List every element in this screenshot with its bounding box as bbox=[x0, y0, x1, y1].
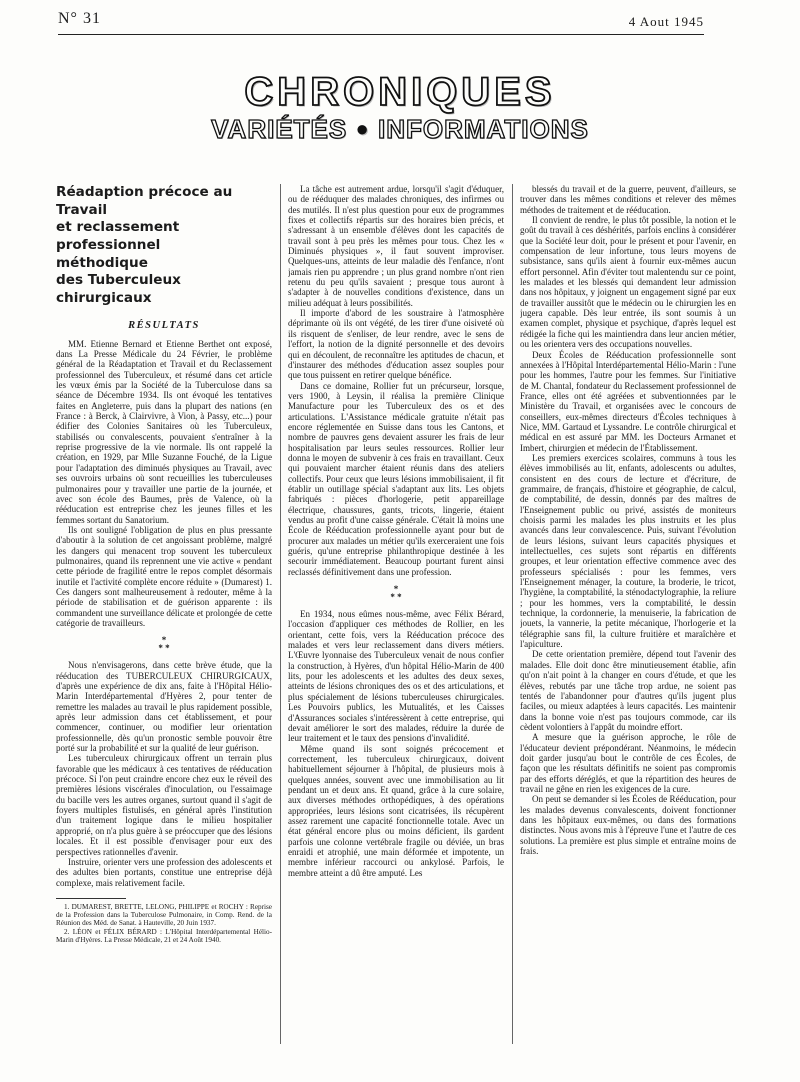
header-rule bbox=[58, 34, 704, 35]
paragraph: Les premiers exercices scolaires, communs à tous les élèves immobilisés au lit, enfants, adolescents ou adultes, consistent en des cours de lecture et d'écriture, de grammaire, de français, d'histoire et géographie, de calcul, de comptabilité, de dessin, donnés par des maîtres de l'Enseignement public ou privé, assistés de moniteurs choisis parmi les malades les plus instruits et les plus avancés dans leur convalescence. Puis, suivant l'évolution de leurs lésions, suivant leurs capacités physiques et intellectuelles, ces sujets sont répartis en différents groupes, et leur orientation effective commence avec des professeurs spécialisés : pour les femmes, vers l'Enseignement ménager, la couture, la broderie, le tricot, l'hygiène, la comptabilité, la sténodactylographie, la reliure ; pour les hommes, vers la comptabilité, le dessin technique, la cordonnerie, la menuiserie, la fabrication de jouets, la vannerie, la petite mécanique, l'horlogerie et la télégraphie sans fil, la culture fruitière et maraîchère et l'apiculture. bbox=[520, 452, 736, 650]
paragraph: Il convient de rendre, le plus tôt possible, la notion et le goût du travail à ces déshérités, parfois enclins à considérer que la Société leur doit, pour le présent et pour l'avenir, en compensation de leur infortune, tous leurs moyens de subsistance, sans qu'ils aient à fournir eux-mêmes aucun effort personnel. Afin d'éviter tout malentendu sur ce point, les malades et les blessés qui demandent leur admission dans nos hôpitaux, y joignent un engagement signé par eux de travailler aussitôt que le médecin ou le chirurgien les en jugera capable. Dès leur entrée, ils sont soumis à un examen complet, physique et psychique, d'après lequel est rédigée la fiche qui les maintiendra dans leur ancien métier, ou les orientera vers des occupations nouvelles. bbox=[520, 215, 736, 350]
paragraph: Les tuberculeux chirurgicaux offrent un terrain plus favorable que les médicaux à ces tentatives de rééducation précoce. Si l'on peut craindre encore chez eux le réveil des premières lésions viscérales d'inoculation, ou l'essaimage du bacille vers les autres organes, surtout quand il s'agit de foyers multiples fistulisés, en général après l'institution d'un traitement logique dans le milieu hospitalier approprié, on n'a plus guère à se préoccuper que des lésions locales. Et il est possible d'envisager pour eux des perspectives rationnelles d'avenir. bbox=[56, 753, 272, 857]
column-rule bbox=[512, 184, 513, 1044]
separator-stars bbox=[56, 644, 272, 652]
paragraph: De cette orientation première, dépend tout l'avenir des malades. Elle doit donc être minutieusement établie, afin qu'on n'ait point à la changer en cours d'étude, et que les élèves, rebutés par une tâche trop ardue, ne soient pas tentés de l'abandonner pour d'autres qu'ils jugent plus faciles, ou mieux adaptées à leurs capacités. Les maintenir dans la bonne voie n'est pas toujours commode, car ils cèdent volontiers à l'appât du moindre effort. bbox=[520, 649, 736, 732]
masthead-subtitle bbox=[0, 116, 800, 142]
article-title-line: Réadaption précoce au Travail bbox=[56, 184, 233, 218]
separator-star: * bbox=[390, 592, 395, 603]
masthead-word-varietes: VARIÉTÉS bbox=[211, 114, 348, 144]
column-2 bbox=[288, 184, 504, 1052]
paragraph: A mesure que la guérison approche, le rôle de l'éducateur devient prépondérant. Néanmoins, le médecin doit garder jusqu'au bout le contrôle de ces Écoles, de façon que les résultats définitifs ne soient pas compromis par des efforts déréglés, et que la répartition des heures de travail ne gêne en rien les exigences de la cure. bbox=[520, 732, 736, 794]
article-subtitle: RÉSULTATS bbox=[128, 319, 200, 331]
paragraph: Instruire, orienter vers une profession des adolescents et des adultes bien portants, constitue une entreprise déjà complexe, mais relativement facile. bbox=[56, 856, 272, 888]
section-separator bbox=[288, 585, 504, 601]
column-3 bbox=[520, 184, 736, 1052]
paragraph: Il importe d'abord de les soustraire à l'atmosphère déprimante où ils ont végété, de les tirer d'une oisiveté où ils risquent de s'enliser, de leur rendre, avec le sens de l'effort, la notion de la dignité personnelle et des devoirs qui en découlent, de reconnaître les aptitudes de chacun, et d'instaurer des méthodes d'éducation assez souples pour que tous puissent en retirer quelque bénéfice. bbox=[288, 308, 504, 381]
paragraph: Deux Écoles de Rééducation professionnelle sont annexées à l'Hôpital Interdépartemental Hélio-Marin : l'une pour les hommes, l'autre pour les femmes. Sur l'initiative de M. Chantal, fondateur du Reclassement professionnel de France, elles ont été agréées et subventionnées par le Ministère du Travail, et organisées avec le concours de conseillers, eux-mêmes directeurs d'Écoles techniques à Nice, MM. Gartaud et Lyssandre. Le contrôle chirurgical et médical en est assuré par MM. les Docteurs Armanet et Imbert, chirurgien et médecin de l'Établissement. bbox=[520, 349, 736, 453]
footnote: 1. DUMAREST, BRETTE, LELONG, PHILIPPE et ROCHY : Reprise de la Profession dans la Tuberculose Pulmonaire, in Comp. Rend. de la Réunion des Méd. de Sanat. à Hauteville, 20 Juin 1937. bbox=[56, 902, 272, 928]
separator-star: * bbox=[165, 643, 170, 654]
paragraph: MM. Etienne Bernard et Etienne Berthet ont exposé, dans La Presse Médicale du 24 Février, le problème général de la Réadaptation et Travail et du Reclassement professionnel des Tuberculeux, et résumé dans cet article les vœux émis par la Société de la Tuberculose dans sa séance de Décembre 1934. Ils ont évoqué les tentatives faites en Angleterre, puis dans la plupart des nations (en France : à Berck, à Clairvivre, à Vion, à Passy, etc...) pour édifier des Colonies Sanitaires où les Tuberculeux, stabilisés ou convalescents, pouvaient s'entraîner à la reprise progressive de la vie normale. Ils ont rappelé la création, en 1929, par Mlle Suzanne Fouché, de la Ligue pour l'adaptation des diminués physiques au Travail, avec ses ouvroirs urbains où sont recueillies les tuberculeuses pulmonaires pour y travailler une partie de la journée, et avec son école des Baumes, près de Valence, où la rééducation est entreprise chez les jeunes filles et les femmes sortant du Sanatorium. bbox=[56, 338, 272, 525]
separator-stars bbox=[288, 593, 504, 601]
paragraph: Nous n'envisagerons, dans cette brève étude, que la rééducation des TUBERCULEUX CHIRURGICAUX, d'après une expérience de dix ans, faite à l'Hôpital Hélio-Marin Interdépartemental d'Hyères 2, pour tenter de remettre les malades au travail le plus rapidement possible, après leur admission dans cet établissement, et pour commencer, continuer, ou modifier leur orientation professionnelle, dès qu'un pronostic semble pouvoir être porté sur la probabilité et sur la qualité de leur guérison. bbox=[56, 660, 272, 754]
separator-star: * bbox=[393, 584, 399, 595]
paragraph: Même quand ils sont soignés précocement et correctement, les tuberculeux chirurgicaux, doivent habituellement séjourner à l'hôpital, de plusieurs mois à quelques années, souvent avec une immobilisation au lit pendant un et deux ans. Et quand, grâce à la cure solaire, aux diverses méthodes orthopédiques, à des opérations appropriées, leurs lésions sont cicatrisées, ils récupèrent assez rarement une capacité fonctionnelle totale. Avec un état général encore plus ou moins déficient, ils gardent parfois une colonne vertébrale fragile ou déviée, un bras enraidi et atrophié, une main déformée et impotente, un membre inférieur raccourci ou ankylosé. Parfois, le membre atteint a dû être amputé. Les bbox=[288, 743, 504, 878]
separator-star: * bbox=[397, 592, 402, 603]
separator-star: * bbox=[158, 643, 163, 654]
footnote: 2. LÉON et FÉLIX BÉRARD : L'Hôpital Interdépartemental Hélio-Marin d'Hyères. La Presse Médicale, 21 et 24 Août 1940. bbox=[56, 927, 272, 944]
masthead bbox=[0, 72, 800, 142]
issue-number: N° 31 bbox=[58, 10, 101, 27]
bullet-icon: ● bbox=[355, 116, 370, 141]
article-columns bbox=[56, 184, 748, 1052]
article-title-line: des Tuberculeux chirurgicaux bbox=[56, 272, 181, 307]
separator-star: * bbox=[161, 635, 167, 646]
article-title bbox=[56, 184, 272, 308]
paragraph: La tâche est autrement ardue, lorsqu'il s'agit d'éduquer, ou de rééduquer des malades chroniques, des infirmes ou des mutilés. Il n'est plus question pour eux de programmes fixes et collectifs répartis sur des horaires bien précis, et s'adressant à un ensemble d'élèves dont les capacités de travail sont à peu près les mêmes pour tous. Chez les « Diminués physiques », il faut souvent improviser. Quelques-uns, atteints de leur maladie dès l'enfance, n'ont jamais rien pu apprendre ; un plus grand nombre n'ont rien retenu du peu qu'ils savaient ; presque tous auront à s'adapter à de nouvelles conditions d'existence, dans un milieu adéquat à leurs possibilités. bbox=[288, 184, 504, 308]
footnote-rule bbox=[56, 898, 126, 899]
article-title-line: et reclassement professionnel bbox=[56, 219, 180, 254]
masthead-word-informations: INFORMATIONS bbox=[378, 114, 589, 144]
issue-date: 4 Aout 1945 bbox=[628, 14, 704, 29]
paragraph: On peut se demander si les Écoles de Rééducation, pour les malades devenus convalescents, doivent fonctionner dans les hôpitaux eux-mêmes, ou dans des formations distinctes. Nous avons mis à l'épreuve l'une et l'autre de ces solutions. La première est plus simple et entraîne moins de frais. bbox=[520, 794, 736, 856]
paragraph: En 1934, nous eûmes nous-même, avec Félix Bérard, l'occasion d'appliquer ces méthodes de Rollier, en les orientant, cette fois, vers la Rééducation précoce des malades et vers leur reclassement dans divers métiers. L'Œuvre lyonnaise des Tuberculeux venait de nous confier la construction, à Hyères, d'un hôpital Hélio-Marin de 400 lits, pour les adolescents et les adultes des deux sexes, atteints de lésions chroniques des os et des articulations, et plus spécialement de lésions tuberculeuses chirurgicales. Les Pouvoirs publics, les Mutualités, et les Caisses d'Assurances sociales s'intéressèrent à cette entreprise, qui devait améliorer le sort des malades, réduire la durée de leur traitement et le taux des pensions d'invalidité. bbox=[288, 609, 504, 744]
column-1 bbox=[56, 184, 272, 1052]
article-title-line: méthodique bbox=[56, 254, 148, 271]
column-rule bbox=[280, 184, 281, 1044]
masthead-title: CHRONIQUES bbox=[244, 70, 556, 114]
section-separator bbox=[56, 636, 272, 652]
paragraph: blessés du travail et de la guerre, peuvent, d'ailleurs, se trouver dans les mêmes conditions et relever des mêmes méthodes de traitement et de rééducation. bbox=[520, 184, 736, 215]
paragraph: Ils ont souligné l'obligation de plus en plus pressante d'aboutir à la solution de cet angoissant problème, malgré les dangers qui menacent trop souvent les tuberculeux pulmonaires, quand ils reprennent une vie active « pendant cette période de fragilité entre le repos complet désormais inutile et l'activité complète encore réduite » (Dumarest) 1. Ces dangers sont malheureusement à redouter, même à la période de stabilisation et de guérison apparente : ils commandent une surveillance délicate et prolongée de cette catégorie de travailleurs. bbox=[56, 524, 272, 628]
paragraph: Dans ce domaine, Rollier fut un précurseur, lorsque, vers 1900, à Leysin, il réalisa la première Clinique Manufacture pour les Tuberculeux des os et des articulations. L'Assistance médicale gratuite n'était pas encore réglementée en Suisse dans tous les Cantons, et nombre de pauvres gens devaient assurer les frais de leur hospitalisation par leurs seules ressources. Rollier leur donna le moyen de subvenir à ces frais en travaillant. Ceux qui pouvaient marcher étaient réunis dans des ateliers collectifs. Pour ceux que leurs lésions immobilisaient, il fit établir un outillage spécial s'adaptant aux lits. Les objets fabriqués : pièces d'horlogerie, petit appareillage électrique, chaussures, gants, tricots, lingerie, étaient vendus au profit d'une caisse générale. C'était là moins une École de Rééducation professionnelle ayant pour but de procurer aux malades un métier qu'ils exerceraient une fois guéris, qu'une entreprise philanthropique destinée à les secourir immédiatement. Beaucoup pourtant furent ainsi reclassés définitivement dans une profession. bbox=[288, 380, 504, 577]
